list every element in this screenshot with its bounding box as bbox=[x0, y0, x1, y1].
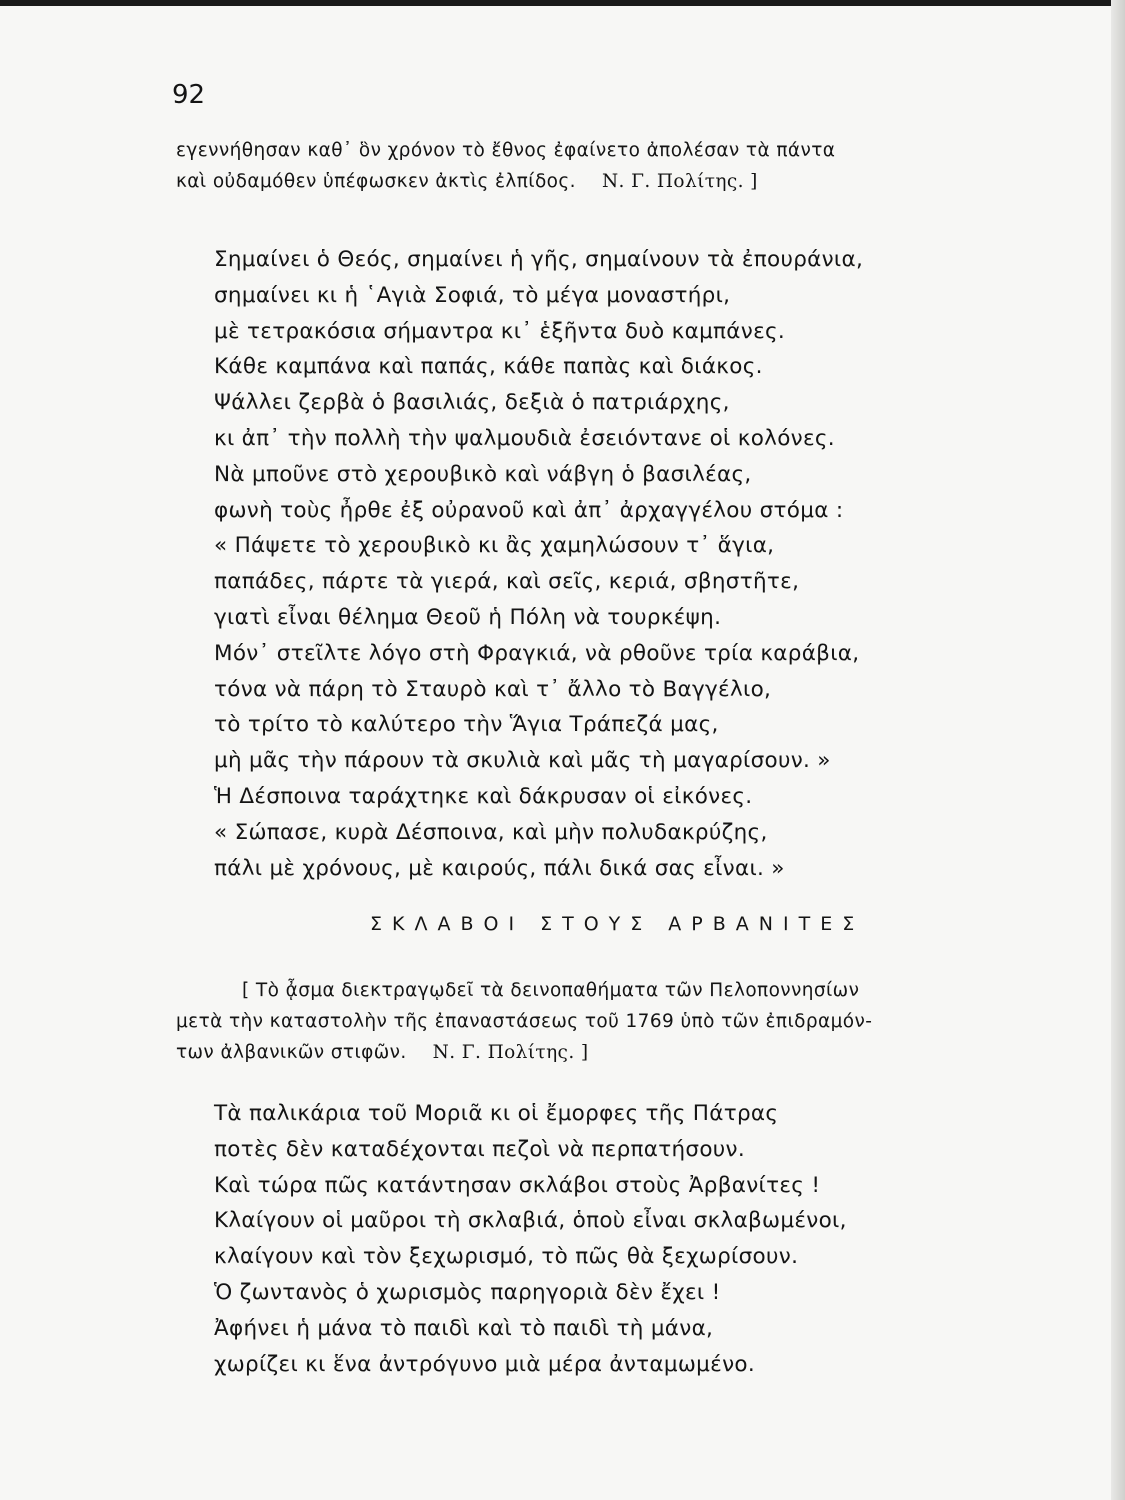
verse-line: Μόν᾽ στεῖλτε λόγο στὴ Φραγκιά, νὰ ρθοῦνε τρία καράβια, bbox=[214, 640, 860, 666]
verse-line: παπάδες, πάρτε τὰ γιερά, καὶ σεῖς, κεριά, σβηστῆτε, bbox=[214, 569, 800, 595]
page-top-edge bbox=[0, 0, 1125, 6]
verse-line: « Σώπασε, κυρὰ Δέσποινα, καὶ μὴν πολυδακρύζης, bbox=[214, 819, 768, 845]
note-line-text: των ἀλβανικῶν στιφῶν. bbox=[176, 1042, 407, 1063]
verse-line: μὲ τετρακόσια σήμαντρα κι᾽ ἑξῆντα δυὸ καμπάνες. bbox=[214, 318, 786, 344]
verse-line: μὴ μᾶς τὴν πάρουν τὰ σκυλιὰ καὶ μᾶς τὴ μαγαρίσουν. » bbox=[214, 748, 831, 774]
verse-line: Τὰ παλικάρια τοῦ Μοριᾶ κι οἱ ἔμορφες τῆς Πάτρας bbox=[214, 1101, 779, 1126]
verse-line: Ἡ Δέσποινα ταράχτηκε καὶ δάκρυσαν οἱ εἰκόνες. bbox=[214, 783, 753, 809]
verse-line: Ἀφήνει ἡ μάνα τὸ παιδὶ καὶ τὸ παιδὶ τὴ μάνα, bbox=[214, 1315, 714, 1341]
verse-line: φωνὴ τοὺς ἦρθε ἐξ οὐρανοῦ καὶ ἀπ᾽ ἀρχαγγέλου στόμα : bbox=[214, 497, 844, 523]
verse-line: κι ἀπ᾽ τὴν πολλὴ τὴν ψαλμουδιὰ ἐσειόντανε οἱ κολόνες. bbox=[214, 425, 835, 451]
note-line: εγεννήθησαν καθ᾽ ὃν χρόνον τὸ ἔθνος ἐφαίνετο ἀπολέσαν τὰ πάντα bbox=[176, 140, 836, 161]
editor-note-1 bbox=[176, 135, 835, 197]
editor-note-2 bbox=[176, 975, 873, 1068]
verse-line: σημαίνει κι ἡ ῾Αγιὰ Σοφιά, τὸ μέγα μοναστήρι, bbox=[214, 282, 731, 308]
verse-line: τόνα νὰ πάρη τὸ Σταυρὸ καὶ τ᾽ ἄλλο τὸ Βαγγέλιο, bbox=[214, 676, 772, 702]
verse-line: γιατὶ εἶναι θέλημα Θεοῦ ἡ Πόλη νὰ τουρκέψη. bbox=[214, 604, 722, 630]
note-signature: Ν. Γ. Πολίτης. ] bbox=[432, 1042, 589, 1063]
note-line bbox=[176, 166, 835, 197]
section-title: ΣΚΛΑΒΟΙ ΣΤΟΥΣ ΑΡΒΑΝΙΤΕΣ bbox=[370, 913, 865, 935]
note-line-text: καὶ οὐδαμόθεν ὑπέφωσκεν ἀκτὶς ἐλπίδος. bbox=[176, 171, 576, 192]
note-line: μετὰ τὴν καταστολὴν τῆς ἐπαναστάσεως τοῦ 1769 ὑπὸ τῶν ἐπιδραμόν- bbox=[176, 1011, 873, 1032]
verse-line: Ὁ ζωντανὸς ὁ χωρισμὸς παρηγοριὰ δὲν ἔχει ! bbox=[214, 1279, 721, 1305]
page-number: 92 bbox=[172, 80, 206, 110]
verse-line: Κλαίγουν οἱ μαῦροι τὴ σκλαβιά, ὁποὺ εἶναι σκλαβωμένοι, bbox=[214, 1208, 847, 1234]
verse-line: κλαίγουν καὶ τὸν ξεχωρισμό, τὸ πῶς θὰ ξεχωρίσουν. bbox=[214, 1244, 799, 1270]
poem-verse-1 bbox=[214, 242, 863, 886]
verse-line: Ψάλλει ζερβὰ ὁ βασιλιάς, δεξιὰ ὁ πατριάρχης, bbox=[214, 390, 730, 416]
note-line bbox=[176, 1037, 872, 1068]
verse-line: Καὶ τώρα πῶς κατάντησαν σκλάβοι στοὺς Ἀρβανίτες ! bbox=[214, 1172, 821, 1198]
verse-line: τὸ τρίτο τὸ καλύτερο τὴν Ἅγια Τράπεζά μας, bbox=[214, 712, 719, 738]
verse-line: Σημαίνει ὁ Θεός, σημαίνει ἡ γῆς, σημαίνουν τὰ ἐπουράνια, bbox=[214, 247, 864, 272]
verse-line: Κάθε καμπάνα καὶ παπάς, κάθε παπὰς καὶ διάκος. bbox=[214, 354, 763, 380]
page-right-edge bbox=[1111, 0, 1125, 1500]
poem-verse-2 bbox=[214, 1096, 847, 1382]
verse-line: χωρίζει κι ἕνα ἀντρόγυνο μιὰ μέρα ἀνταμωμένο. bbox=[214, 1351, 755, 1377]
note-signature: Ν. Γ. Πολίτης. ] bbox=[601, 171, 758, 192]
verse-line: ποτὲς δὲν καταδέχονται πεζοὶ νὰ περπατήσουν. bbox=[214, 1136, 745, 1162]
verse-line: « Πάψετε τὸ χερουβικὸ κι ἂς χαμηλώσουν τ᾽ ἅγια, bbox=[214, 533, 775, 559]
verse-line: πάλι μὲ χρόνους, μὲ καιρούς, πάλι δικά σας εἶναι. » bbox=[214, 855, 785, 881]
verse-line: Νὰ μποῦνε στὸ χερουβικὸ καὶ νάβγη ὁ βασιλέας, bbox=[214, 461, 752, 487]
note-line: [ Τὸ ᾆσμα διεκτραγῳδεῖ τὰ δεινοπαθήματα τῶν Πελοποννησίων bbox=[242, 980, 860, 1001]
